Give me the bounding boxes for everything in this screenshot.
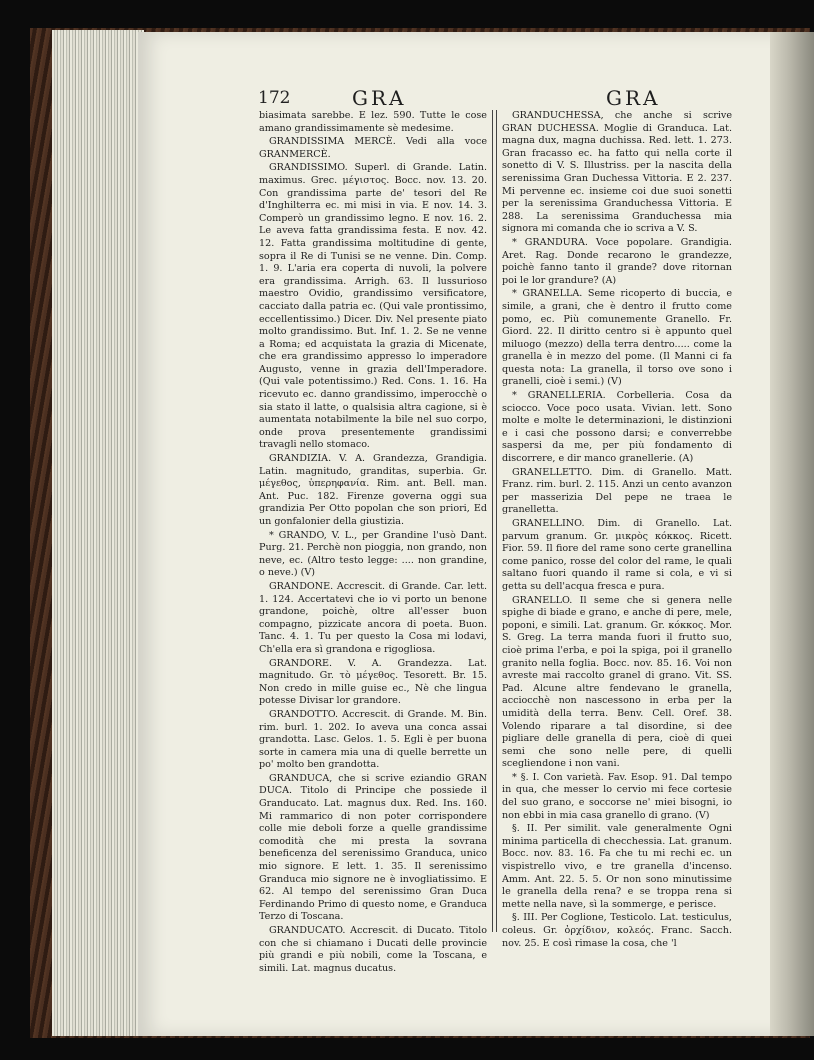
entry: GRANELLINO. Dim. di Granello. Lat. parvum granum. Gr. μικρὸς κόκκος. Ricett. Fior. 59. Il fiore del rame sono certe granellina come panico, rosse del color del rame, le quali saltano fuori quando il rame si cola, e vi si getta su dell'acqua fresca e pura.	[502, 518, 732, 592]
entry: §. III. Per Coglione, Testicolo. Lat. testiculus, coleus. Gr. ὀρχίδιον, κολεός. Franc. Sacch. nov. 25. E così rimase la cosa, che 'l	[502, 912, 732, 949]
entry: * GRANDO, V. L., per Grandine l'usò Dant. Purg. 21. Perchè non pioggia, non grando, non neve, ec. (Altro testo legge: .... non grandine, o neve.) (V)	[259, 529, 487, 579]
page-number: 172	[258, 88, 291, 108]
entry: GRANELLO. Il seme che si genera nelle spighe di biade e grano, e anche di pere, mele, poponi, e simili. Lat. granum. Gr. κόκκος. Mor. S. Greg. La terra manda fuori il frutto suo, cioè prima l'erba, e poi la spiga, poi il granello granito nella foglia. Bocc. nov. 85. 16. Voi non avreste mai raccolto granel di grano. Vit. SS. Pad. Alcune altre fendevano le granella, acciocchè non nascessono in erba per la umidità della terra. Benv. Cell. Oref. 38. Volendo riparare a tal disordine, si dee pigliare delle granella di pera, cioè di quei semi che sono nelle pere, di quelli scegliendone i non vani.	[502, 594, 732, 770]
entry: * GRANELLERIA. Corbelleria. Cosa da sciocco. Voce poco usata. Vivian. lett. Sono molte e molte le determinazioni, le distinzioni e i casi che possono darsi; e converrebbe saspersi da me, per più fondamento di discorrere, e dir manco granellerie. (A)	[502, 390, 732, 465]
right-column	[502, 110, 732, 951]
entry: GRANDIZIA. V. A. Grandezza, Grandigia. Latin. magnitudo, granditas, superbia. Gr. μέγεθος, ὑπερηφανία. Rim. ant. Bell. man. Ant. Puc. 182. Firenze governa oggi sua grandizia Per Otto popolan che son priori, Ed un gonfalonier della giustizia.	[259, 453, 487, 527]
entry: §. II. Per similit. vale generalmente Ogni minima particella di checchessia. Lat. granum. Bocc. nov. 83. 16. Fa che tu mi rechi ec. un vispistrello vivo, e tre granella d'incenso. Amm. Ant. 22. 5. 5. Or non sono minutissime le granella della rena? e se troppa rena si mette nella nave, sì la sommerge, e perisce.	[502, 823, 732, 910]
left-column	[259, 110, 487, 976]
entry: GRANDISSIMA MERCÈ. Vedi alla voce GRANMERCÈ.	[259, 136, 487, 160]
page-gutter	[770, 32, 814, 1036]
entry: GRANELLETTO. Dim. di Granello. Matt. Franz. rim. burl. 2. 115. Anzi un cento avanzon per masserizia Del pepe ne traea le granelletta.	[502, 466, 732, 516]
entry: * §. I. Con varietà. Fav. Esop. 91. Dal tempo in qua, che messer lo cervio mi fece cortesie del suo grano, e soccorse ne' miei bisogni, io non ebbi in mia casa granello di grano. (V)	[502, 771, 732, 821]
entry: GRANDISSIMO. Superl. di Grande. Latin. maximus. Grec. μέγιστος. Bocc. nov. 13. 20. Con grandissima parte de' tesori del Re d'Inghilterra ec. mi misi in via. E nov. 14. 3. Comperò un grandissimo legno. E nov. 16. 2. Le aveva fatta grandissima festa. E nov. 42. 12. Fatta grandissima moltitudine di gente, sopra il Re di Tunisi se ne venne. Din. Comp. 1. 9. L'aria era coperta di nuvoli, la polvere era grandissima. Arrigh. 63. Il lussurioso maestro Ovidio, grandissimo versificatore, cacciato dalla patria ec. (Qui vale prontissimo, eccellentissimo.) Dicer. Div. Nel presente piato molto grandissimo. But. Inf. 1. 2. Se ne venne a Roma; ed acquistata la grazia di Micenate, che era grandissimo appresso lo imperadore Augusto, venne in grazia dell'Imperadore. (Qui vale potentissimo.) Red. Cons. 1. 16. Ha ricevuto ec. danno grandissimo, imperocchè o sia stato il latte, o qualsisia altra cagione, si è aumentata notabilmente la bile nel suo corpo, onde prova presentemente grandissimi travagli nello stomaco.	[259, 162, 487, 451]
entry: GRANDUCHESSA, che anche si scrive GRAN DUCHESSA. Moglie di Granduca. Lat. magna dux, magna duchissa. Red. lett. 1. 273. Gran fracasso ec. ha fatto qui nella corte il sonetto di V. S. Illustriss. per la nascita della serenissima Gran Duchessa Vittoria. E 2. 237. Mi pervenne ec. insieme coi due suoi sonetti per la serenissima Granduchessa Vittoria. E 288. La serenissima Granduchessa mia signora mi comanda che io scriva a V. S.	[502, 110, 732, 235]
column-rule	[492, 110, 497, 932]
headword-right: GRA	[606, 86, 661, 110]
entry: GRANDUCATO. Accrescit. di Ducato. Titolo con che si chiamano i Ducati delle provincie più grandi e più nobili, come la Toscana, e simili. Lat. magnus ducatus.	[259, 925, 487, 974]
page-edges	[52, 30, 144, 1036]
entry: GRANDOTTO. Accrescit. di Grande. M. Bin. rim. burl. 1. 202. Io aveva una conca assai grandotta. Lasc. Gelos. 1. 5. Egli è per buona sorte in camera mia una di quelle berrette un po' molto ben grandotta.	[259, 708, 487, 771]
entry: biasimata sarebbe. E lez. 590. Tutte le cose amano grandissimamente sè medesime.	[259, 110, 487, 134]
entry: GRANDORE. V. A. Grandezza. Lat. magnitudo. Gr. τὸ μέγεθος. Tesorett. Br. 15. Non credo in mille guise ec., Nè che lingua potesse Divisar lor grandore.	[259, 657, 487, 707]
entry: * GRANDURA. Voce popolare. Grandigia. Aret. Rag. Donde recarono le grandezze, poichè fanno tanto il grande? dove ritornan poi le lor grandure? (A)	[502, 236, 732, 286]
entry: GRANDONE. Accrescit. di Grande. Car. lett. 1. 124. Accertatevi che io vi porto un benone grandone, poichè, oltre all'esser buon compagno, pizzicate ancora di poeta. Buon. Tanc. 4. 1. Tu per questo la Cosa mi lodavi, Ch'ella era sì grandona e rigogliosa.	[259, 580, 487, 655]
headword-left: GRA	[352, 86, 407, 110]
entry: * GRANELLA. Seme ricoperto di buccia, e simile, a grani, che è dentro il frutto come pomo, ec. Più comunemente Granello. Fr. Giord. 22. Il diritto centro si è appunto quel miluogo (mezzo) della terra dentro..... come la granella è in mezzo del pome. (Il Manni ci fa questa nota: La granella, il torso ove sono i granelli, cioè i semi.) (V)	[502, 288, 732, 388]
entry: GRANDUCA, che si scrive eziandio GRAN DUCA. Titolo di Principe che possiede il Granducato. Lat. magnus dux. Red. Ins. 160. Mi rammarico di non poter corrispondere colle mie deboli forze a quelle grandissime comodità che mi presta la sovrana beneficenza del serenissimo Granduca, unico mio signore. E lett. 1. 35. Il serenissimo Granduca mio signore ne è invogliatissimo. E 62. Al tempo del serenissimo Gran Duca Ferdinando Primo di questo nome, e Granduca Terzo di Toscana.	[259, 772, 487, 923]
